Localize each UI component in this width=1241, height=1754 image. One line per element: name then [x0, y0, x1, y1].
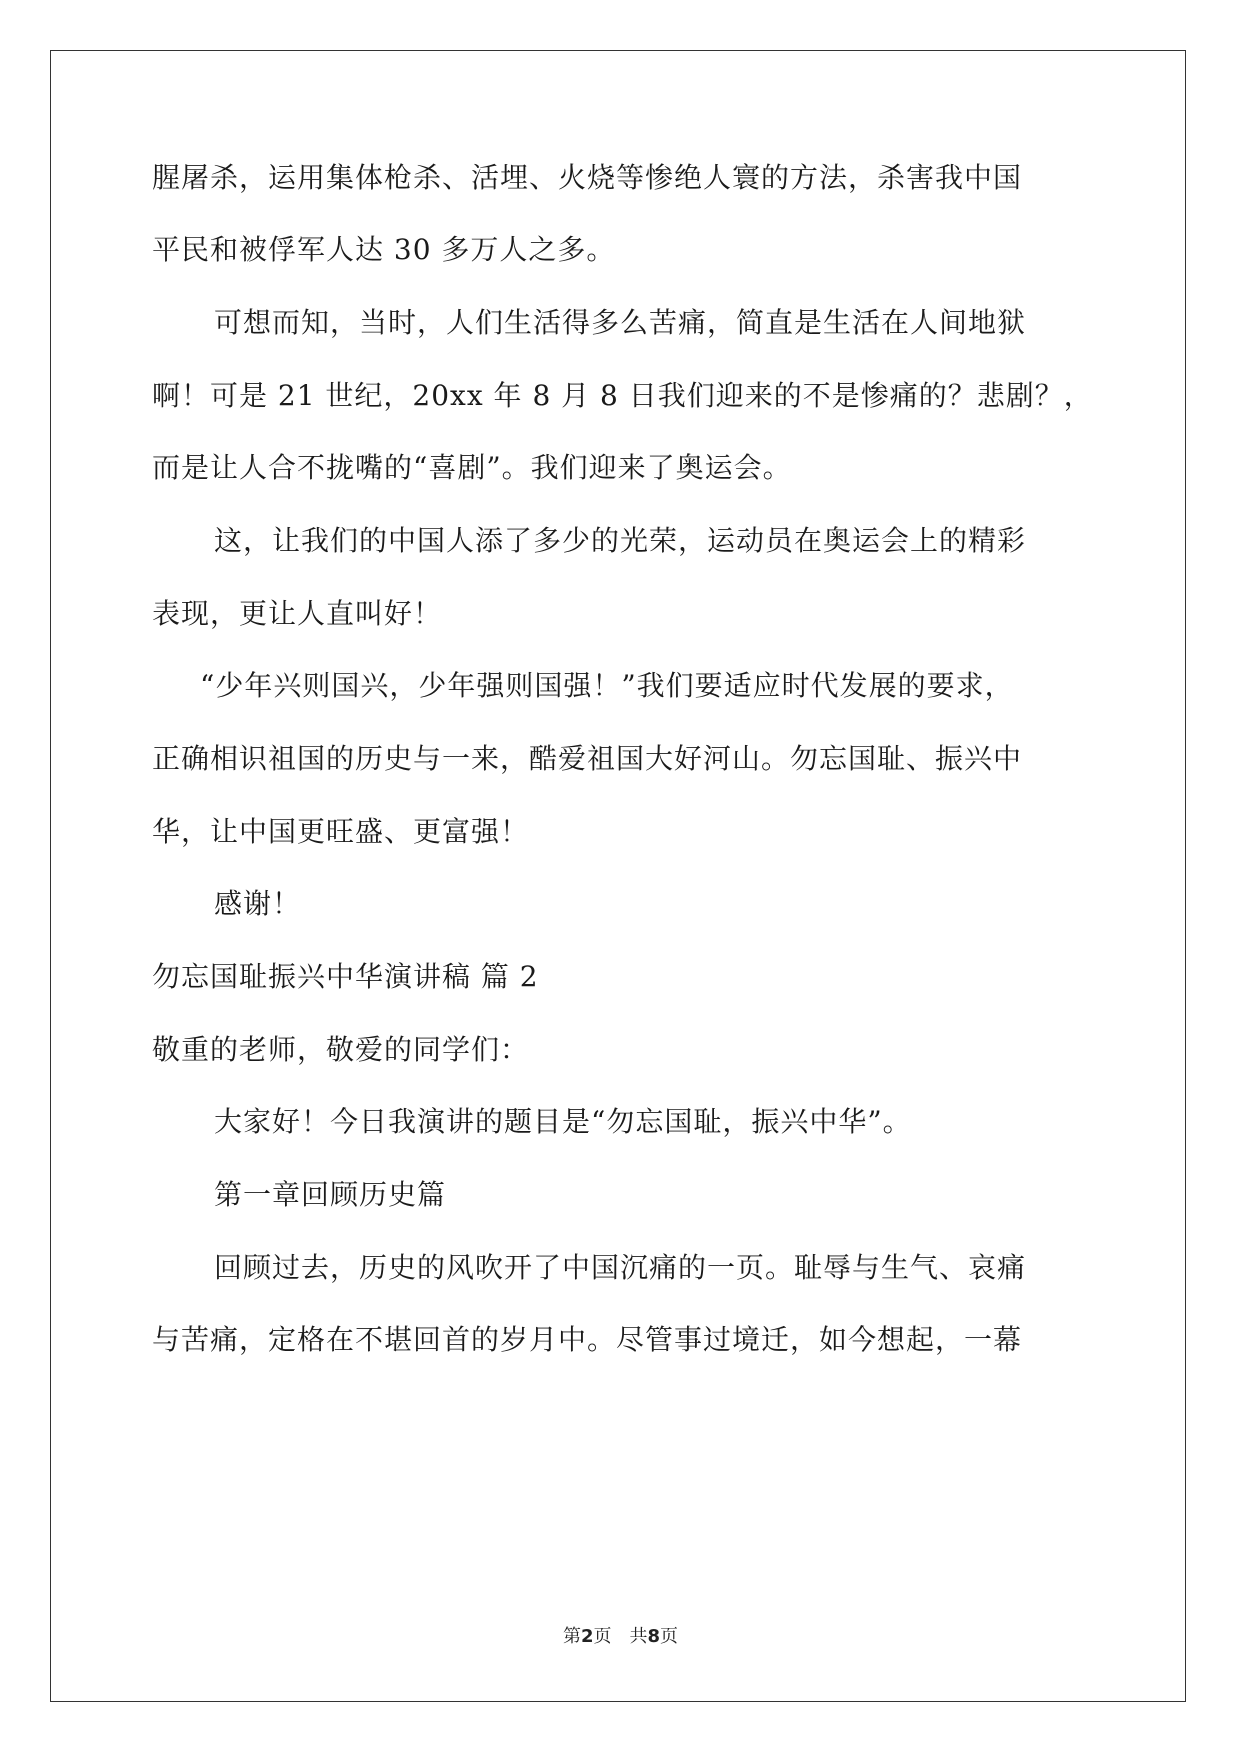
total-page-number: 8 — [647, 1626, 661, 1647]
chapter-heading: 第一章回顾历史篇 — [214, 1178, 447, 1211]
paragraph-start: 感谢！ — [214, 887, 302, 920]
footer-prefix: 第 — [562, 1626, 581, 1647]
paragraph-start: 这，让我们的中国人添了多少的光荣，运动员在奥运会上的精彩 — [214, 524, 1027, 557]
text-line: 腥屠杀，运用集体枪杀、活埋、火烧等惨绝人寰的方法，杀害我中国 — [152, 161, 1023, 194]
text-line: 与苦痛，定格在不堪回首的岁月中。尽管事过境迁，如今想起，一幕 — [152, 1323, 1023, 1356]
page-footer — [0, 1622, 1241, 1648]
text-line: 华，让中国更旺盛、更富强！ — [152, 815, 530, 848]
text-line: 正确相识祖国的历史与一来，酷爱祖国大好河山。勿忘国耻、振兴中 — [152, 742, 1023, 775]
paragraph-start: 回顾过去，历史的风吹开了中国沉痛的一页。耻辱与生气、哀痛 — [214, 1251, 1027, 1284]
text-line: 而是让人合不拢嘴的“喜剧”。我们迎来了奥运会。 — [152, 451, 792, 484]
current-page-number: 2 — [580, 1626, 594, 1647]
paragraph-start: 可想而知，当时，人们生活得多么苦痛，简直是生活在人间地狱 — [214, 306, 1027, 339]
salutation: 敬重的老师，敬爱的同学们： — [152, 1033, 530, 1066]
page-border — [50, 50, 1186, 1702]
text-line: 平民和被俘军人达 30 多万人之多。 — [152, 233, 616, 266]
text-line: 表现，更让人直叫好！ — [152, 597, 443, 630]
footer-suffix: 页 — [660, 1626, 679, 1647]
text-line: 啊！可是 21 世纪，20xx 年 8 月 8 日我们迎来的不是惨痛的？悲剧？， — [152, 379, 1093, 412]
footer-mid: 页 共 — [593, 1626, 648, 1647]
paragraph-start: 大家好！今日我演讲的题目是“勿忘国耻，振兴中华”。 — [214, 1105, 912, 1138]
section-heading: 勿忘国耻振兴中华演讲稿 篇 2 — [152, 960, 539, 993]
paragraph-start: “少年兴则国兴，少年强则国强！”我们要适应时代发展的要求， — [200, 669, 1014, 702]
